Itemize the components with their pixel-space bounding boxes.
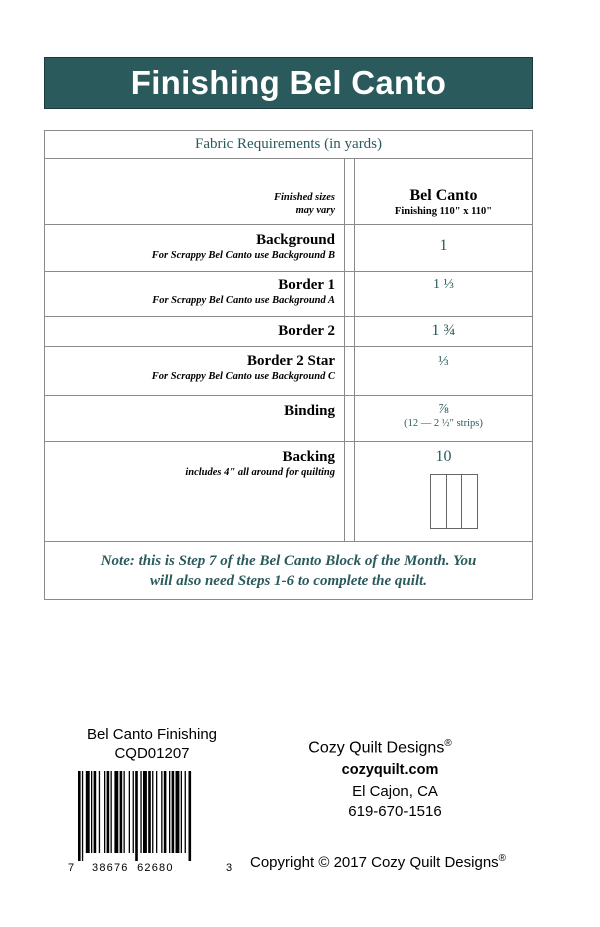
step-note-line2: will also need Steps 1-6 to complete the quilt. bbox=[149, 572, 428, 589]
title-banner bbox=[44, 57, 533, 109]
barcode-bar bbox=[176, 771, 180, 853]
barcode-bar bbox=[78, 771, 81, 861]
barcode-bar bbox=[82, 771, 83, 861]
fabric-yardage: 1 bbox=[439, 237, 448, 254]
table-row bbox=[45, 396, 532, 442]
barcode-digits-middle: 38676 62680 bbox=[92, 862, 174, 874]
fabric-sub-note: For Scrappy Bel Canto use Background B bbox=[151, 250, 335, 261]
copyright-notice: Copyright © 2017 Cozy Quilt Designs® bbox=[250, 853, 507, 871]
fabric-label: Border 2 bbox=[278, 323, 335, 339]
binding-strips-note: (12 — 2 ½" strips) bbox=[404, 418, 483, 429]
fabric-yardage: 10 bbox=[435, 448, 452, 465]
barcode-bar bbox=[129, 771, 130, 853]
fabric-sub-note: For Scrappy Bel Canto use Background A bbox=[152, 295, 335, 306]
barcode-bar bbox=[107, 771, 110, 853]
barcode-bar bbox=[94, 771, 97, 853]
barcode-bar bbox=[133, 771, 134, 853]
product-code: CQD01207 bbox=[114, 745, 190, 762]
barcode-digit-left: 7 bbox=[68, 862, 75, 874]
table-header: Fabric Requirements (in yards) bbox=[45, 131, 532, 159]
barcode-bar bbox=[135, 771, 138, 861]
table-row bbox=[45, 347, 532, 396]
barcode-bar bbox=[120, 771, 123, 853]
step-note bbox=[45, 542, 532, 599]
barcode-bar bbox=[140, 771, 141, 853]
barcode-bar bbox=[91, 771, 92, 853]
table-row bbox=[45, 442, 532, 542]
fabric-requirements-table bbox=[44, 130, 533, 600]
company-phone: 619-670-1516 bbox=[348, 803, 442, 820]
barcode-bar bbox=[161, 771, 162, 853]
fabric-yardage: ⅞ bbox=[438, 402, 449, 417]
barcode-bar bbox=[86, 771, 90, 853]
fabric-label: Border 1 bbox=[278, 277, 335, 293]
fabric-label: Binding bbox=[284, 403, 335, 419]
backing-panel bbox=[447, 475, 463, 528]
backing-panel bbox=[462, 475, 477, 528]
step-note-line1: Note: this is Step 7 of the Bel Canto Block of the Month. You bbox=[100, 552, 477, 569]
company-city: El Cajon, CA bbox=[352, 783, 438, 800]
barcode-bar bbox=[156, 771, 157, 853]
barcode-bar bbox=[143, 771, 147, 853]
finishing-size: Finishing 110" x 110" bbox=[394, 206, 493, 217]
table-row bbox=[45, 225, 532, 272]
barcode-bar bbox=[164, 771, 167, 853]
fabric-label: Background bbox=[256, 232, 335, 248]
barcode-bar bbox=[148, 771, 151, 853]
table-row-intro bbox=[45, 159, 532, 225]
backing-panels-diagram bbox=[430, 474, 478, 529]
barcode-bars bbox=[78, 771, 222, 861]
pattern-name: Bel Canto bbox=[409, 187, 478, 204]
barcode-bar bbox=[114, 771, 118, 853]
barcode-bar bbox=[111, 771, 112, 853]
table-row bbox=[45, 272, 532, 317]
backing-panel bbox=[431, 475, 447, 528]
fabric-label: Border 2 Star bbox=[246, 353, 335, 369]
barcode-image bbox=[78, 771, 222, 861]
fabric-yardage: 1 ¾ bbox=[431, 322, 456, 339]
barcode-digit-right: 3 bbox=[226, 862, 233, 874]
barcode-bar bbox=[124, 771, 125, 853]
barcode-bar bbox=[152, 771, 153, 853]
barcode-bar bbox=[185, 771, 186, 853]
barcode-bar bbox=[104, 771, 105, 853]
company-name: Cozy Quilt Designs® bbox=[308, 738, 452, 757]
table-row bbox=[45, 317, 532, 347]
page-title: Finishing Bel Canto bbox=[130, 64, 447, 101]
finished-sizes-note: Finished sizes bbox=[274, 192, 335, 203]
barcode-bar bbox=[181, 771, 182, 853]
fabric-label: Backing bbox=[282, 449, 335, 465]
barcode-bar bbox=[189, 771, 192, 861]
may-vary-note: may vary bbox=[295, 205, 335, 216]
fabric-yardage: 1 ⅓ bbox=[433, 277, 454, 292]
fabric-yardage: ⅓ bbox=[438, 354, 449, 369]
fabric-sub-note: includes 4" all around for quilting bbox=[185, 467, 335, 478]
barcode-bar bbox=[172, 771, 175, 853]
barcode-bar bbox=[169, 771, 170, 853]
barcode-bar bbox=[99, 771, 100, 853]
fabric-sub-note: For Scrappy Bel Canto use Background C bbox=[151, 371, 335, 382]
company-website: cozyquilt.com bbox=[341, 762, 439, 778]
product-name: Bel Canto Finishing bbox=[86, 726, 218, 743]
